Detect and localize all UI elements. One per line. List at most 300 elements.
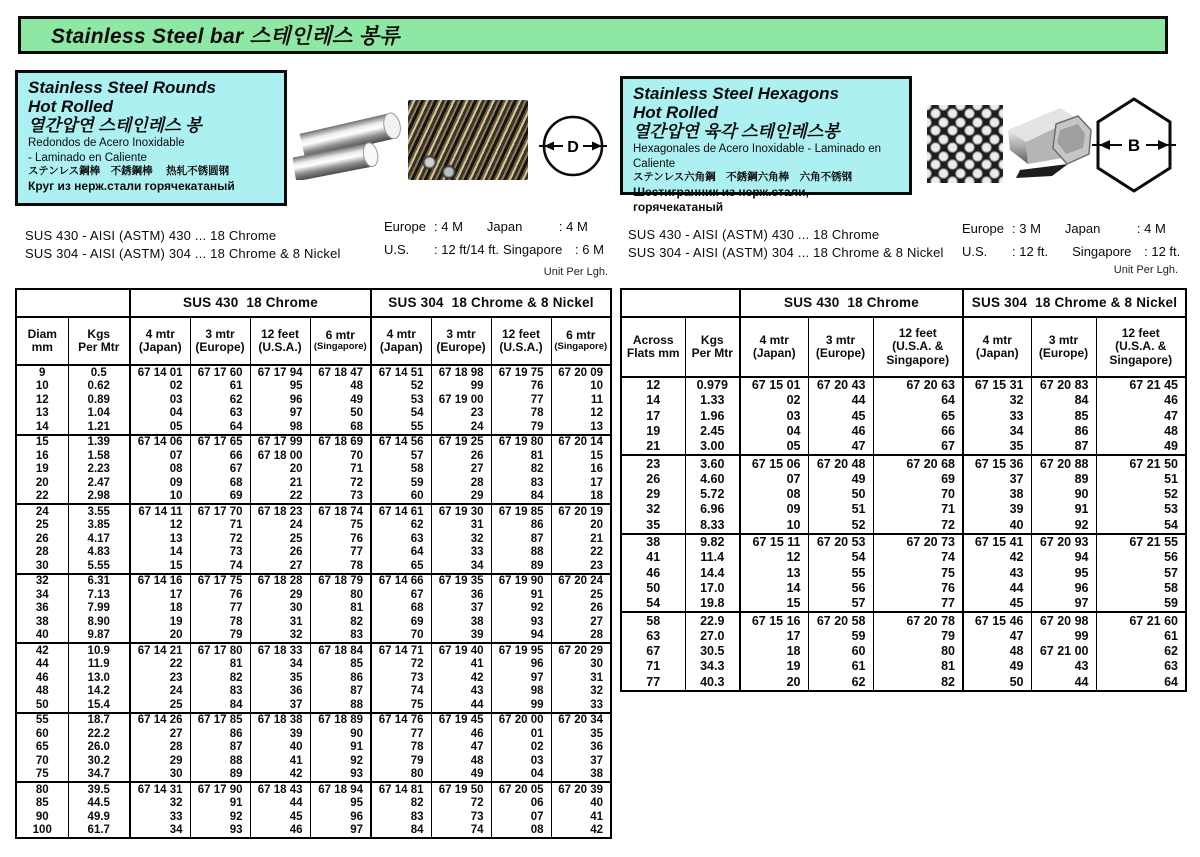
table-row [621,472,1186,487]
column-header: 4 mtr (Japan) [740,317,808,377]
part-number-cell: 32 [963,393,1031,408]
part-number-cell: 70 [873,487,963,502]
part-number-cell: 67 20 19 [551,504,611,519]
rounds-unit-note: Unit Per Lgh. [543,266,608,278]
part-number-cell: 67 20 53 [808,534,873,550]
part-number-cell: 44 [250,797,310,811]
table-row [621,612,1186,628]
round-bars-bundle-photo [408,100,528,180]
rounds-title-korean: 열간압연 스테인레스 봉 [28,116,202,136]
part-number-cell: 94 [1031,550,1096,565]
part-number-cell: 68 [190,476,250,490]
part-number-cell: 37 [551,754,611,768]
part-number-cell: 51 [808,502,873,517]
part-number-cell: 96 [250,393,310,407]
part-number-cell: 91 [310,741,371,755]
part-number-cell: 67 18 43 [250,782,310,797]
column-header: 3 mtr (Europe) [1031,317,1096,377]
part-number-cell: 49 [1096,439,1186,455]
part-number-cell: 67 18 23 [250,504,310,519]
part-number-cell: 87 [190,741,250,755]
part-number-cell: 25 [250,532,310,546]
hex-bars-bundle-photo [927,105,1003,183]
weight-cell: 3.55 [68,504,130,519]
part-number-cell: 12 [130,519,190,533]
weight-cell: 13.0 [68,671,130,685]
rounds-length-singapore-value: : 6 M [575,242,604,257]
part-number-cell: 24 [130,685,190,699]
weight-cell: 34.7 [68,768,130,783]
hex-subtitle-en: Hot Rolled [633,103,718,123]
part-number-cell: 74 [431,824,491,839]
hex-title-spanish: Hexagonales de Acero Inoxidable - Laminado en Caliente [633,143,882,170]
table-row [621,644,1186,659]
table-row [621,534,1186,550]
weight-cell: 17.0 [685,581,740,596]
across-flats-diagram-art [1092,95,1176,195]
part-number-cell: 43 [1031,659,1096,674]
part-number-cell: 34 [250,658,310,672]
hex-length-singapore-label: Singapore [1072,244,1132,259]
across-flats-label: B [1127,136,1141,155]
size-cell: 48 [16,685,68,699]
weight-cell: 3.00 [685,439,740,455]
column-header: 4 mtr (Japan) [371,317,431,365]
part-number-cell: 07 [130,449,190,463]
rounds-title-spanish1: Redondos de Acero Inoxidable [28,137,185,150]
rounds-grade-specs [25,227,341,263]
part-number-cell: 38 [551,768,611,783]
part-number-cell: 34 [431,559,491,574]
part-number-cell: 48 [1096,424,1186,439]
column-header: Across Flats mm [621,317,685,377]
part-number-cell: 12 [551,407,611,421]
part-number-cell: 82 [873,675,963,691]
part-number-cell: 22 [130,658,190,672]
weight-cell: 39.5 [68,782,130,797]
part-number-cell: 67 20 29 [551,643,611,658]
part-number-cell: 68 [371,602,431,616]
part-number-cell: 30 [130,768,190,783]
part-number-cell: 51 [1096,472,1186,487]
table-row [16,490,611,505]
part-number-cell: 96 [310,810,371,824]
part-number-cell: 24 [250,519,310,533]
size-cell: 29 [621,487,685,502]
part-number-cell: 67 15 01 [740,377,808,393]
part-number-cell: 49 [431,768,491,783]
size-cell: 32 [621,502,685,517]
part-number-cell: 88 [310,698,371,713]
part-number-cell: 26 [250,546,310,560]
weight-cell: 7.99 [68,602,130,616]
part-number-cell: 33 [551,698,611,713]
part-number-cell: 47 [431,741,491,755]
part-number-cell: 67 18 47 [310,365,371,380]
table-row [16,519,611,533]
hex-length-japan-value: : 4 M [1136,221,1166,236]
part-number-cell: 30 [551,658,611,672]
part-number-cell: 67 20 98 [1031,612,1096,628]
part-number-cell: 76 [491,380,551,394]
hex-spec-304: SUS 304 - AISI (ASTM) 304 ... 18 Chrome & 8 Nickel [628,245,944,260]
part-number-cell: 84 [371,824,431,839]
part-number-cell: 19 [130,615,190,629]
rounds-title-japanese: ステンレス鋼棒 不銹鋼棒 热轧不锈圆钢 [28,165,230,178]
hex-title-japanese: ステンレス六角鋼 不銹鋼六角棒 六角不锈钢 [633,171,853,184]
part-number-cell: 08 [740,487,808,502]
part-number-cell: 67 15 16 [740,612,808,628]
part-number-cell: 06 [491,797,551,811]
part-number-cell: 67 20 05 [491,782,551,797]
part-number-cell: 45 [250,810,310,824]
part-number-cell: 14 [130,546,190,560]
size-cell: 40 [16,629,68,644]
part-number-cell: 79 [190,629,250,644]
weight-cell: 34.3 [685,659,740,674]
part-number-cell: 36 [431,588,491,602]
column-header: 4 mtr (Japan) [963,317,1031,377]
part-number-cell: 67 19 80 [491,435,551,450]
weight-cell: 1.39 [68,435,130,450]
column-header: Diam mm [16,317,68,365]
size-cell: 80 [16,782,68,797]
part-number-cell: 64 [873,393,963,408]
rounds-length-europe-value: : 4 M [434,219,463,234]
part-number-cell: 48 [431,754,491,768]
part-number-cell: 05 [740,439,808,455]
part-number-cell: 41 [551,810,611,824]
table-row [16,574,611,589]
weight-cell: 0.5 [68,365,130,380]
hex-title-russian: Шестигранник из нерж.стали, горячекатаный [633,184,809,214]
part-number-cell: 62 [371,519,431,533]
part-number-cell: 77 [491,393,551,407]
weight-cell: 1.21 [68,420,130,435]
rounds-part-number-table [15,288,612,839]
part-number-cell: 18 [551,490,611,505]
table-row [16,810,611,824]
size-cell: 41 [621,550,685,565]
part-number-cell: 91 [491,588,551,602]
size-cell: 71 [621,659,685,674]
part-number-cell: 76 [873,581,963,596]
part-number-cell: 04 [130,407,190,421]
part-number-cell: 67 14 21 [130,643,190,658]
part-number-cell: 04 [491,768,551,783]
table-row [16,782,611,797]
column-header: Kgs Per Mtr [685,317,740,377]
part-number-cell: 67 14 11 [130,504,190,519]
part-number-cell: 29 [431,490,491,505]
part-number-cell: 73 [431,810,491,824]
table-row [621,566,1186,581]
part-number-cell: 86 [1031,424,1096,439]
part-number-cell: 46 [1096,393,1186,408]
part-number-cell: 19 [740,659,808,674]
hex-bar-photo [1008,100,1093,180]
part-number-cell: 67 20 34 [551,713,611,728]
part-number-cell: 27 [431,463,491,477]
part-number-cell: 64 [190,420,250,435]
part-number-cell: 87 [310,685,371,699]
part-number-cell: 99 [1031,629,1096,644]
rounds-length-europe-label: Europe [384,219,426,234]
part-number-cell: 16 [551,463,611,477]
part-number-cell: 67 14 81 [371,782,431,797]
part-number-cell: 67 18 84 [310,643,371,658]
weight-cell: 8.90 [68,615,130,629]
table-row [621,487,1186,502]
weight-cell: 1.58 [68,449,130,463]
size-cell: 44 [16,658,68,672]
part-number-cell: 20 [130,629,190,644]
size-cell: 22 [16,490,68,505]
part-number-cell: 67 20 93 [1031,534,1096,550]
part-number-cell: 67 19 85 [491,504,551,519]
part-number-cell: 65 [371,559,431,574]
part-number-cell: 38 [963,487,1031,502]
part-number-cell: 23 [431,407,491,421]
size-cell: 50 [621,581,685,596]
part-number-cell: 03 [740,409,808,424]
table-corner [621,289,740,317]
weight-cell: 40.3 [685,675,740,691]
weight-cell: 19.8 [685,596,740,612]
part-number-cell: 57 [808,596,873,612]
weight-cell: 2.45 [685,424,740,439]
table-row [621,518,1186,534]
rounds-spec-304: SUS 304 - AISI (ASTM) 304 ... 18 Chrome & 8 Nickel [25,246,341,261]
part-number-cell: 10 [551,380,611,394]
part-number-cell: 72 [310,476,371,490]
part-number-cell: 64 [1096,675,1186,691]
weight-cell: 1.04 [68,407,130,421]
part-number-cell: 61 [808,659,873,674]
weight-cell: 0.979 [685,377,740,393]
part-number-cell: 62 [808,675,873,691]
size-cell: 15 [16,435,68,450]
part-number-cell: 59 [371,476,431,490]
rounds-title-russian: Круг из нерж.стали горячекатаный [28,178,235,193]
weight-cell: 5.72 [685,487,740,502]
table-row [621,424,1186,439]
rounds-length-japan-label: Japan [486,219,523,234]
size-cell: 12 [16,393,68,407]
part-number-cell: 52 [371,380,431,394]
weight-cell: 5.55 [68,559,130,574]
group-header: SUS 430 18 Chrome [740,289,963,317]
part-number-cell: 42 [551,824,611,839]
part-number-cell: 33 [963,409,1031,424]
part-number-cell: 38 [431,615,491,629]
hex-length-us-value: : 12 ft. [1012,244,1049,259]
part-number-cell: 91 [190,797,250,811]
part-number-cell: 94 [491,629,551,644]
part-number-cell: 92 [491,602,551,616]
part-number-cell: 50 [808,487,873,502]
part-number-cell: 04 [740,424,808,439]
part-number-cell: 81 [873,659,963,674]
page-title: Stainless Steel bar 스테인레스 봉류 [51,25,400,48]
part-number-cell: 63 [1096,659,1186,674]
hex-length-japan-label: Japan [1064,221,1101,236]
part-number-cell: 33 [431,546,491,560]
part-number-cell: 56 [808,581,873,596]
part-number-cell: 84 [1031,393,1096,408]
rounds-length-singapore-label: Singapore [503,242,563,257]
size-cell: 42 [16,643,68,658]
table-row [621,377,1186,393]
part-number-cell: 90 [1031,487,1096,502]
column-header: 3 mtr (Europe) [190,317,250,365]
part-number-cell: 67 17 85 [190,713,250,728]
part-number-cell: 57 [1096,566,1186,581]
hexagons-info-box [620,76,912,214]
part-number-cell: 26 [431,449,491,463]
table-row [16,615,611,629]
table-row [621,439,1186,455]
table-row [621,659,1186,674]
column-header: 6 mtr (Singapore) [310,317,371,365]
part-number-cell: 67 20 14 [551,435,611,450]
size-cell: 67 [621,644,685,659]
part-number-cell: 20 [740,675,808,691]
size-cell: 26 [621,472,685,487]
weight-cell: 8.33 [685,518,740,534]
part-number-cell: 54 [371,407,431,421]
part-number-cell: 34 [130,824,190,839]
weight-cell: 49.9 [68,810,130,824]
part-number-cell: 54 [808,550,873,565]
part-number-cell: 32 [250,629,310,644]
part-number-cell: 83 [190,685,250,699]
column-header: 12 feet (U.S.A. & Singapore) [873,317,963,377]
part-number-cell: 81 [491,449,551,463]
part-number-cell: 67 14 51 [371,365,431,380]
part-number-cell: 75 [371,698,431,713]
part-number-cell: 67 18 38 [250,713,310,728]
part-number-cell: 83 [310,629,371,644]
column-header: 4 mtr (Japan) [130,317,190,365]
part-number-cell: 52 [808,518,873,534]
part-number-cell: 93 [310,768,371,783]
part-number-cell: 14 [740,581,808,596]
size-cell: 63 [621,629,685,644]
weight-cell: 2.23 [68,463,130,477]
size-cell: 12 [621,377,685,393]
part-number-cell: 39 [250,727,310,741]
part-number-cell: 67 21 50 [1096,455,1186,471]
table-row [16,449,611,463]
part-number-cell: 07 [740,472,808,487]
part-number-cell: 67 [371,588,431,602]
rounds-info-box [15,70,287,206]
weight-cell: 1.33 [685,393,740,408]
part-number-cell: 60 [371,490,431,505]
table-row [16,768,611,783]
rounds-title-spanish2: - Laminado en Caliente [28,151,147,164]
part-number-cell: 24 [431,420,491,435]
part-number-cell: 08 [130,463,190,477]
table-row [16,643,611,658]
weight-cell: 10.9 [68,643,130,658]
part-number-cell: 50 [963,675,1031,691]
part-number-cell: 82 [371,797,431,811]
part-number-cell: 69 [190,490,250,505]
table-row [16,435,611,450]
part-number-cell: 67 19 50 [431,782,491,797]
part-number-cell: 67 20 78 [873,612,963,628]
part-number-cell: 82 [310,615,371,629]
part-number-cell: 72 [431,797,491,811]
part-number-cell: 55 [808,566,873,581]
size-cell: 30 [16,559,68,574]
part-number-cell: 79 [873,629,963,644]
part-number-cell: 67 15 41 [963,534,1031,550]
rounds-length-us-value: : 12 ft/14 ft. [434,242,500,257]
part-number-cell: 31 [551,671,611,685]
weight-cell: 26.0 [68,741,130,755]
part-number-cell: 88 [491,546,551,560]
table-row [16,698,611,713]
part-number-cell: 67 20 88 [1031,455,1096,471]
part-number-cell: 67 14 16 [130,574,190,589]
part-number-cell: 67 19 30 [431,504,491,519]
part-number-cell: 93 [491,615,551,629]
size-cell: 19 [621,424,685,439]
part-number-cell: 67 17 90 [190,782,250,797]
part-number-cell: 67 18 33 [250,643,310,658]
weight-cell: 9.87 [68,629,130,644]
size-cell: 85 [16,797,68,811]
part-number-cell: 67 20 24 [551,574,611,589]
page-title-banner [18,16,1168,54]
part-number-cell: 15 [551,449,611,463]
part-number-cell: 67 14 71 [371,643,431,658]
part-number-cell: 27 [551,615,611,629]
part-number-cell: 98 [491,685,551,699]
part-number-cell: 96 [491,658,551,672]
table-row [16,532,611,546]
part-number-cell: 30 [250,602,310,616]
part-number-cell: 62 [1096,644,1186,659]
size-cell: 28 [16,546,68,560]
part-number-cell: 98 [250,420,310,435]
weight-cell: 27.0 [685,629,740,644]
round-bars-photo [293,105,408,180]
table-row [621,629,1186,644]
size-cell: 90 [16,810,68,824]
part-number-cell: 71 [190,519,250,533]
part-number-cell: 67 18 69 [310,435,371,450]
size-cell: 25 [16,519,68,533]
part-number-cell: 43 [963,566,1031,581]
part-number-cell: 46 [808,424,873,439]
table-row [16,420,611,435]
part-number-cell: 81 [190,658,250,672]
part-number-cell: 83 [491,476,551,490]
part-number-cell: 47 [1096,409,1186,424]
part-number-cell: 17 [740,629,808,644]
part-number-cell: 74 [873,550,963,565]
part-number-cell: 78 [310,559,371,574]
part-number-cell: 82 [491,463,551,477]
part-number-cell: 67 18 74 [310,504,371,519]
part-number-cell: 67 17 99 [250,435,310,450]
part-number-cell: 74 [371,685,431,699]
part-number-cell: 63 [190,407,250,421]
